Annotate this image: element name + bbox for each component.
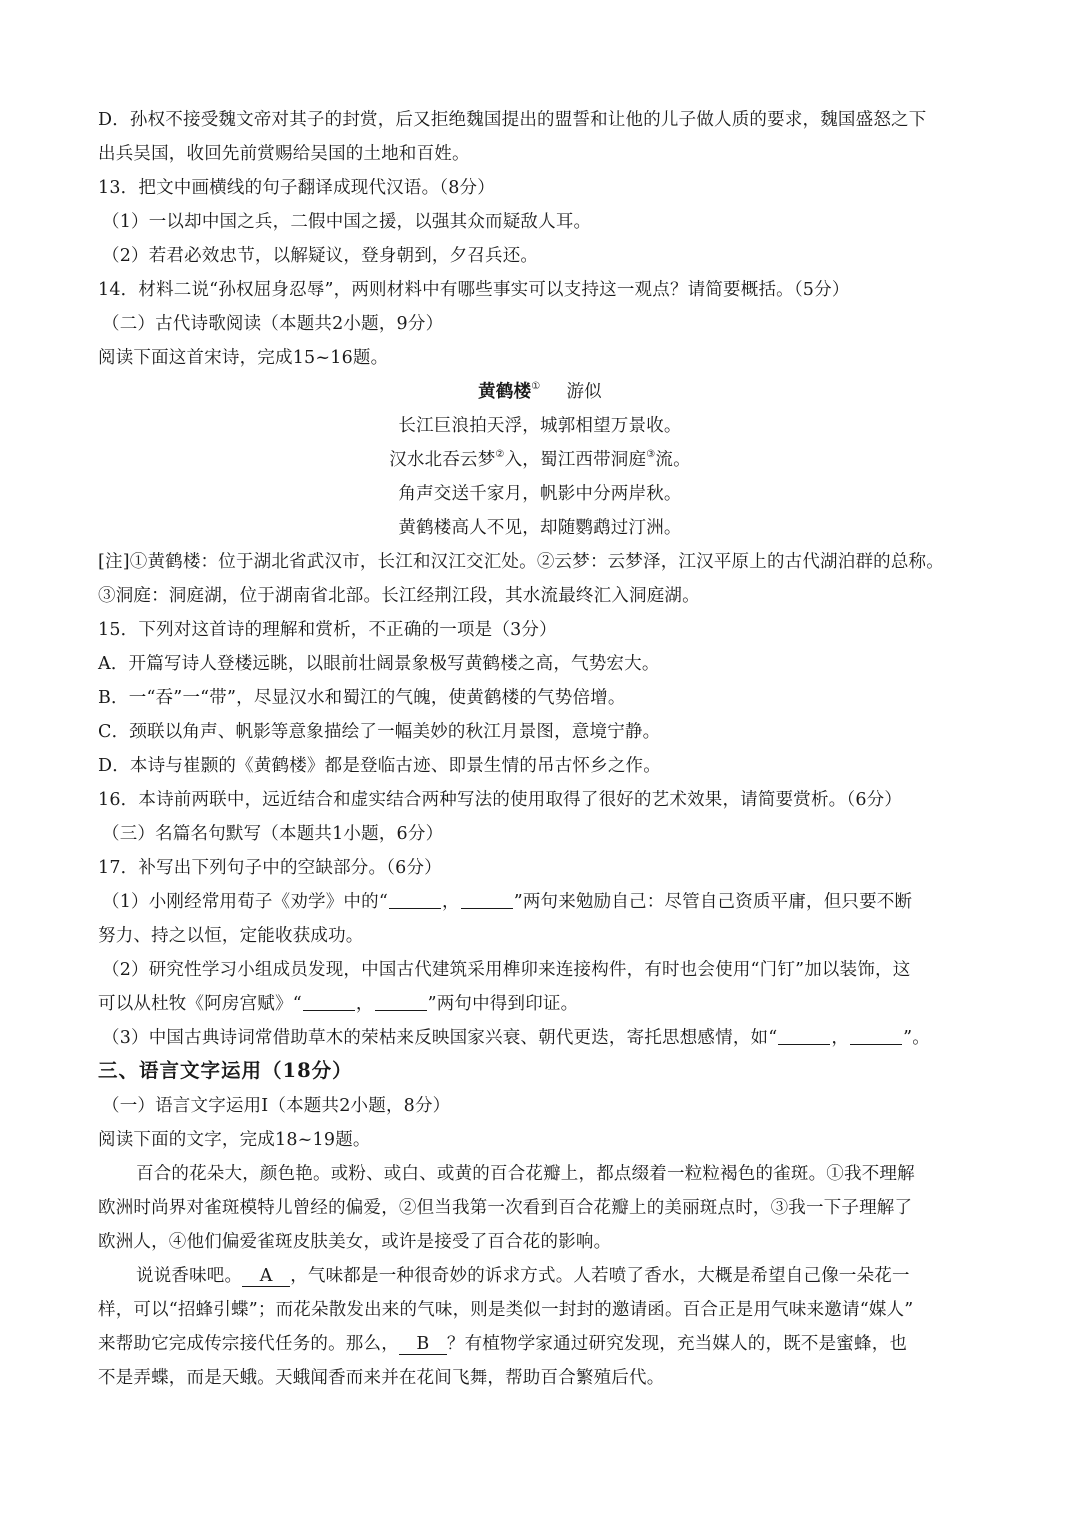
passage-p1-line3: 欧洲人，④他们偏爱雀斑皮肤美女，或许是接受了百合花的影响。 [98, 1232, 612, 1252]
q17-stem: 17．补写出下列句子中的空缺部分。（6分） [98, 858, 442, 878]
q17-part-2-sep: ， [355, 994, 374, 1014]
poem-notes-line2: ③洞庭：洞庭湖，位于湖南省北部。长江经荆江段，其水流最终汇入洞庭湖。 [98, 586, 700, 606]
part-three-header: 三、语言文字运用（18分） [98, 1059, 353, 1082]
passage-p2-line4: 不是弄蝶，而是天蛾。天蛾闻香而来并在花间飞舞，帮助百合繁殖后代。 [98, 1368, 665, 1388]
q13-stem: 13．把文中画横线的句子翻译成现代汉语。（8分） [98, 178, 495, 198]
q15-option-a: A．开篇写诗人登楼远眺，以眼前壮阔景象极写黄鹤楼之高，气势宏大。 [98, 654, 660, 674]
q17-blank-3[interactable] [303, 992, 355, 1011]
q16-stem: 16．本诗前两联中，远近结合和虚实结合两种写法的使用取得了很好的艺术效果，请简要赏析。（6分） [98, 790, 903, 810]
section-language-intro: 阅读下面的文字，完成18~19题。 [98, 1130, 371, 1150]
poem-note-mark-2: ② [495, 449, 505, 460]
q17-blank-4[interactable] [375, 992, 427, 1011]
q17-part-2-text-b: ”两句中得到印证。 [427, 994, 579, 1014]
poem-line-2-part-a: 汉水北吞云梦 [389, 450, 496, 470]
passage-p2-text-a: 说说香味吧。 [136, 1266, 243, 1286]
q17-part-1-text-a: （1）小刚经常用荀子《劝学》中的“ [102, 892, 388, 912]
q17-blank-5[interactable] [778, 1026, 830, 1045]
poem-title-line [0, 379, 1080, 405]
q13-sentence-2: （2）若君必效忠节，以解疑议，登身朝到，夕召兵还。 [102, 246, 539, 266]
poem-title: 黄鹤楼 [478, 382, 532, 402]
q15-option-c: C．颈联以角声、帆影等意象描绘了一幅美妙的秋江月景图，意境宁静。 [98, 722, 661, 742]
q17-blank-2[interactable] [461, 890, 513, 909]
poem-note-mark-3: ③ [646, 449, 656, 460]
section-poetry-intro: 阅读下面这首宋诗，完成15~16题。 [98, 348, 389, 368]
poem-notes-line1: [注]①黄鹤楼：位于湖北省武汉市，长江和汉江交汇处。②云梦：云梦泽，江汉平原上的古代湖泊群的总称。 [98, 552, 944, 572]
passage-blank-a[interactable]: A [242, 1266, 290, 1287]
poem-line-2-part-c: 流。 [655, 450, 691, 470]
passage-p1-line2: 欧洲时尚界对雀斑模特儿曾经的偏爱，②但当我第一次看到百合花瓣上的美丽斑点时，③我一下子理解了 [98, 1198, 913, 1218]
q17-part-2-text-a: 可以从杜牧《阿房宫赋》“ [98, 994, 302, 1014]
passage-p2-line1 [136, 1263, 1026, 1289]
q15-stem: 15．下列对这首诗的理解和赏析，不正确的一项是（3分） [98, 620, 557, 640]
poem-line-4: 黄鹤楼高人不见，却随鹦鹉过汀洲。 [398, 518, 682, 538]
section-language-header: （一）语言文字运用Ⅰ（本题共2小题，8分） [102, 1096, 451, 1116]
passage-p2-line3 [98, 1331, 988, 1357]
q12-option-d-line1: D．孙权不接受魏文帝对其子的封赏，后又拒绝魏国提出的盟誓和让他的儿子做人质的要求，魏国盛怒之下 [98, 110, 927, 130]
section-poetry-header: （二）古代诗歌阅读（本题共2小题，9分） [102, 314, 444, 334]
q17-part-2-line2 [98, 991, 988, 1017]
q17-part-2-line1: （2）研究性学习小组成员发现，中国古代建筑采用榫卯来连接构件，有时也会使用“门钉”加以装饰，这 [102, 960, 911, 980]
q15-option-b: B．一“吞”一“带”，尽显汉水和蜀江的气魄，使黄鹤楼的气势倍增。 [98, 688, 626, 708]
poem-line-1: 长江巨浪拍天浮，城郭相望万景收。 [398, 416, 682, 436]
poem-line-2 [0, 447, 1080, 473]
q17-part-3-sep: ， [831, 1028, 850, 1048]
q17-blank-6[interactable] [850, 1026, 902, 1045]
q17-part-1-sep: ， [441, 892, 460, 912]
passage-p2-text-d: ？有植物学家通过研究发现，充当媒人的，既不是蜜蜂，也 [446, 1334, 908, 1354]
passage-p2-line2: 样，可以“招蜂引蝶”；而花朵散发出来的气味，则是类似一封封的邀请函。百合正是用气味来邀请“媒人” [98, 1300, 914, 1320]
q17-part-3-text-a: （3）中国古典诗词常借助草木的荣枯来反映国家兴衰、朝代更迭，寄托思想感情，如“ [102, 1028, 778, 1048]
passage-p2-text-c: 来帮助它完成传宗接代任务的。那么， [98, 1334, 399, 1354]
poem-title-note-mark: ① [531, 381, 541, 392]
q17-part-1-line1 [102, 889, 992, 915]
q15-option-d: D．本诗与崔颢的《黄鹤楼》都是登临古迹、即景生情的吊古怀乡之作。 [98, 756, 661, 776]
q17-part-1-text-b: ”两句来勉励自己：尽管自己资质平庸，但只要不断 [513, 892, 913, 912]
poem-line-2-part-b: 入，蜀江西带洞庭 [504, 450, 647, 470]
passage-p2-text-b: ，气味都是一种很奇妙的诉求方式。人若喷了香水，大概是希望自己像一朵花一 [290, 1266, 910, 1286]
section-dictation-header: （三）名篇名句默写（本题共1小题，6分） [102, 824, 444, 844]
q14-stem: 14．材料二说“孙权屈身忍辱”，两则材料中有哪些事实可以支持这一观点？请简要概括。（5分） [98, 280, 850, 300]
q17-part-1-line2: 努力、持之以恒，定能收获成功。 [98, 926, 364, 946]
passage-blank-b[interactable]: B [399, 1334, 447, 1355]
q13-sentence-1: （1）一以却中国之兵，二假中国之援，以强其众而疑敌人耳。 [102, 212, 592, 232]
poem-author: 游似 [566, 382, 602, 402]
q17-part-3-line1 [102, 1025, 992, 1051]
q12-option-d-line2: 出兵吴国，收回先前赏赐给吴国的土地和百姓。 [98, 144, 470, 164]
passage-p1-line1: 百合的花朵大，颜色艳。或粉、或白、或黄的百合花瓣上，都点缀着一粒粒褐色的雀斑。①我不理解 [136, 1164, 915, 1184]
q17-part-3-text-b: ”。 [903, 1028, 930, 1048]
poem-line-3: 角声交送千家月，帆影中分两岸秋。 [398, 484, 682, 504]
q17-blank-1[interactable] [389, 890, 441, 909]
